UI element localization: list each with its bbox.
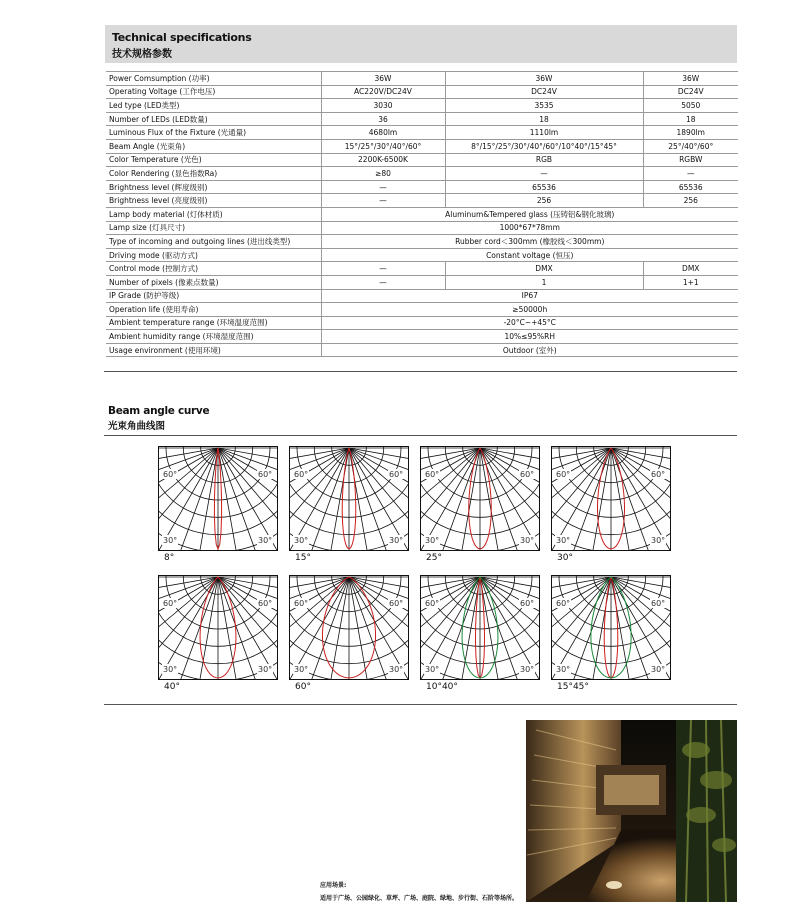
spec-row — [106, 207, 738, 221]
spec-row-label: Color Rendering (显色指数Ra) — [106, 167, 321, 181]
angle-label: 60° — [389, 599, 404, 608]
spec-row — [106, 126, 738, 140]
spec-row-label: Luminous Flux of the Fixture (光通量) — [106, 126, 321, 140]
spec-row-value: 18 — [445, 112, 643, 126]
spec-row-value: ≥50000h — [321, 303, 738, 317]
angle-label: 30° — [258, 536, 273, 545]
spec-row-label: Number of LEDs (LED数量) — [106, 112, 321, 126]
beam-polar-chart — [420, 575, 540, 675]
spec-row-value: 18 — [643, 112, 738, 126]
angle-label: 30° — [651, 536, 666, 545]
spec-row-label: Power Comsumption (功率) — [106, 72, 321, 86]
angle-label: 30° — [294, 536, 309, 545]
spec-row-label: Brightness level (辉度级别) — [106, 180, 321, 194]
spec-row-value: 2200K-6500K — [321, 153, 445, 167]
angle-label: 30° — [163, 536, 178, 545]
angle-label: 60° — [520, 599, 535, 608]
beam-top-rule — [104, 435, 737, 436]
beam-bottom-rule — [104, 704, 737, 705]
angle-label: 60° — [556, 599, 571, 608]
spec-row-label: Number of pixels (像素点数量) — [106, 275, 321, 289]
spec-row-label: Operation life (使用寿命) — [106, 303, 321, 317]
spec-row — [106, 194, 738, 208]
angle-label: 30° — [258, 665, 273, 674]
spec-row-value: 36W — [321, 72, 445, 86]
angle-label: 60° — [294, 599, 309, 608]
spec-row-value: 36W — [643, 72, 738, 86]
angle-label: 60° — [163, 599, 178, 608]
spec-row — [106, 139, 738, 153]
angle-label: 30° — [651, 665, 666, 674]
spec-row — [106, 99, 738, 113]
spec-row-value: DMX — [445, 262, 643, 276]
spec-row-value: — — [321, 262, 445, 276]
angle-label: 60° — [294, 470, 309, 479]
spec-row-label: Ambient temperature range (环境温度范围) — [106, 316, 321, 330]
polar-svg — [420, 575, 540, 680]
angle-label: 30° — [389, 536, 404, 545]
spec-row — [106, 167, 738, 181]
spec-row-value: Aluminum&Tempered glass (压铸铝&钢化玻璃) — [321, 207, 738, 221]
spec-row — [106, 343, 738, 357]
spec-row — [106, 72, 738, 86]
application-label: 应用场景: — [320, 882, 347, 889]
spec-row-label: Led type (LED类型) — [106, 99, 321, 113]
application-text: 适用于广场、公园绿化、草坪、广场、庭院、绿地、步行街、石阶等场所。 — [320, 895, 519, 902]
spec-row-value: DMX — [643, 262, 738, 276]
angle-label: 60° — [651, 599, 666, 608]
angle-label: 60° — [163, 470, 178, 479]
beam-caption: 60° — [295, 682, 311, 692]
spec-row-label: Lamp size (灯具尺寸) — [106, 221, 321, 235]
spec-row-value: IP67 — [321, 289, 738, 303]
spec-row-value: 65536 — [643, 180, 738, 194]
application-photo — [526, 720, 737, 902]
angle-label: 60° — [258, 470, 273, 479]
angle-label: 30° — [520, 665, 535, 674]
spec-row-label: Beam Angle (光束角) — [106, 139, 321, 153]
angle-label: 30° — [425, 665, 440, 674]
beam-caption: 25° — [426, 553, 442, 563]
spec-row-value: Rubber cord＜300mm (橡胶线＜300mm) — [321, 235, 738, 249]
spec-row-value: 65536 — [445, 180, 643, 194]
angle-label: 30° — [389, 665, 404, 674]
spec-row-value: 3030 — [321, 99, 445, 113]
spec-row — [106, 221, 738, 235]
spec-row-value: — — [321, 194, 445, 208]
spec-table — [106, 71, 738, 357]
spec-row-value: 36 — [321, 112, 445, 126]
spec-row-label: Lamp body material (灯体材质) — [106, 207, 321, 221]
spec-row-value: 15°/25°/30°/40°/60° — [321, 139, 445, 153]
spec-row — [106, 180, 738, 194]
spec-row-value: Constant voltage (恒压) — [321, 248, 738, 262]
beam-polar-chart — [551, 575, 671, 675]
angle-label: 30° — [425, 536, 440, 545]
spec-row — [106, 262, 738, 276]
angle-label: 30° — [556, 536, 571, 545]
spec-row-label: Brightness level (亮度级别) — [106, 194, 321, 208]
spec-row-value: 1 — [445, 275, 643, 289]
spec-row-value: — — [321, 275, 445, 289]
angle-label: 60° — [651, 470, 666, 479]
spec-row-label: Usage environment (使用环境) — [106, 343, 321, 357]
beam-caption: 40° — [164, 682, 180, 692]
spec-row-value: 1000*67*78mm — [321, 221, 738, 235]
spec-row-label: Driving mode (驱动方式) — [106, 248, 321, 262]
spec-row — [106, 275, 738, 289]
spec-row-value: 3535 — [445, 99, 643, 113]
polar-svg — [551, 575, 671, 680]
beam-polar-chart — [158, 446, 278, 546]
polar-svg — [289, 575, 409, 680]
spec-row-value: — — [445, 167, 643, 181]
angle-label: 30° — [556, 665, 571, 674]
spec-row-label: Control mode (控制方式) — [106, 262, 321, 276]
spec-row-value: 256 — [643, 194, 738, 208]
beam-caption: 30° — [557, 553, 573, 563]
spec-row-value: 8°/15°/25°/30°/40°/60°/10°40°/15°45° — [445, 139, 643, 153]
beam-polar-chart — [551, 446, 671, 546]
spec-row-value: 25°/40°/60° — [643, 139, 738, 153]
spec-row — [106, 85, 738, 99]
beam-title-cn: 光束角曲线图 — [108, 421, 166, 432]
beam-caption: 8° — [164, 553, 175, 563]
beam-polar-chart — [289, 575, 409, 675]
angle-label: 60° — [520, 470, 535, 479]
spec-row-value: RGBW — [643, 153, 738, 167]
angle-label: 30° — [163, 665, 178, 674]
polar-svg — [551, 446, 671, 551]
beam-polar-chart — [289, 446, 409, 546]
spec-row-label: Ambient humidity range (环境湿度范围) — [106, 330, 321, 344]
beam-polar-chart — [158, 575, 278, 675]
spec-row-value: -20°C~+45°C — [321, 316, 738, 330]
spec-row-value: 1890lm — [643, 126, 738, 140]
spec-row — [106, 303, 738, 317]
spec-row-value: 10%≤95%RH — [321, 330, 738, 344]
spec-row-value: 1110lm — [445, 126, 643, 140]
beam-polar-chart — [420, 446, 540, 546]
spec-row-value: — — [321, 180, 445, 194]
spec-row — [106, 316, 738, 330]
spec-row — [106, 235, 738, 249]
spec-row-value: 5050 — [643, 99, 738, 113]
beam-caption: 15° — [295, 553, 311, 563]
polar-svg — [158, 575, 278, 680]
spec-row-value: RGB — [445, 153, 643, 167]
spec-row-label: Operating Voltage (工作电压) — [106, 85, 321, 99]
polar-svg — [158, 446, 278, 551]
angle-label: 60° — [389, 470, 404, 479]
spec-title-en: Technical specifications — [112, 31, 252, 44]
spec-row-value: 256 — [445, 194, 643, 208]
polar-svg — [289, 446, 409, 551]
spec-row-value: ≥80 — [321, 167, 445, 181]
spec-row-value: 36W — [445, 72, 643, 86]
beam-caption: 10°40° — [426, 682, 458, 692]
spec-row — [106, 112, 738, 126]
beam-section-heading — [108, 405, 209, 432]
spec-row — [106, 153, 738, 167]
angle-label: 30° — [294, 665, 309, 674]
spec-row — [106, 248, 738, 262]
spec-row-value: — — [643, 167, 738, 181]
angle-label: 60° — [556, 470, 571, 479]
spec-row-value: 1+1 — [643, 275, 738, 289]
spec-bottom-rule — [104, 371, 737, 372]
polar-svg — [420, 446, 540, 551]
angle-label: 60° — [425, 599, 440, 608]
spec-row-value: DC24V — [445, 85, 643, 99]
spec-row-label: IP Grade (防护等级) — [106, 289, 321, 303]
spec-title-cn: 技术规格参数 — [112, 49, 172, 60]
spec-header-band — [105, 25, 737, 63]
angle-label: 60° — [258, 599, 273, 608]
spec-row — [106, 330, 738, 344]
spec-row-value: 4680lm — [321, 126, 445, 140]
beam-title-en: Beam angle curve — [108, 405, 210, 417]
spec-row-label: Color Temperature (光色) — [106, 153, 321, 167]
spec-row-value: DC24V — [643, 85, 738, 99]
spec-row-value: Outdoor (室外) — [321, 343, 738, 357]
spec-row-value: AC220V/DC24V — [321, 85, 445, 99]
beam-caption: 15°45° — [557, 682, 589, 692]
angle-label: 60° — [425, 470, 440, 479]
spec-row — [106, 289, 738, 303]
spec-row-label: Type of incoming and outgoing lines (进出线类型) — [106, 235, 321, 249]
angle-label: 30° — [520, 536, 535, 545]
